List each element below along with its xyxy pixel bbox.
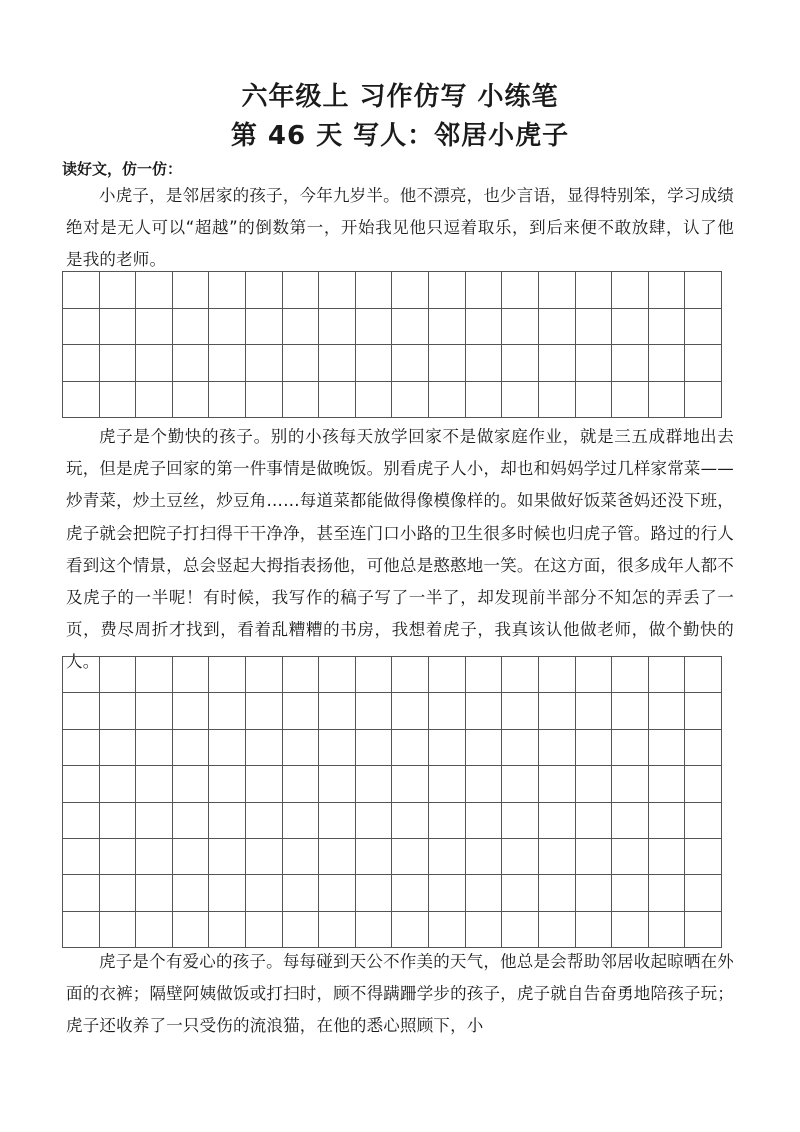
grid-cell[interactable] (136, 839, 173, 875)
grid-cell[interactable] (429, 730, 466, 766)
grid-cell[interactable] (576, 766, 613, 802)
grid-cell[interactable] (283, 309, 320, 346)
grid-cell[interactable] (576, 730, 613, 766)
grid-cell[interactable] (649, 912, 686, 948)
grid-cell[interactable] (356, 730, 393, 766)
grid-cell[interactable] (319, 693, 356, 729)
grid-cell[interactable] (319, 309, 356, 346)
grid-cell[interactable] (283, 657, 320, 693)
grid-cell[interactable] (63, 912, 100, 948)
grid-cell[interactable] (539, 766, 576, 802)
grid-cell[interactable] (466, 309, 503, 346)
grid-cell[interactable] (173, 272, 210, 309)
grid-cell[interactable] (283, 345, 320, 382)
grid-cell[interactable] (100, 730, 137, 766)
grid-cell[interactable] (209, 839, 246, 875)
grid-cell[interactable] (429, 272, 466, 309)
grid-cell[interactable] (466, 657, 503, 693)
grid-cell[interactable] (502, 912, 539, 948)
grid-cell[interactable] (63, 382, 100, 419)
grid-cell[interactable] (246, 875, 283, 911)
grid-cell[interactable] (246, 272, 283, 309)
grid-cell[interactable] (392, 272, 429, 309)
grid-cell[interactable] (429, 875, 466, 911)
grid-cell[interactable] (209, 730, 246, 766)
grid-cell[interactable] (685, 309, 722, 346)
grid-cell[interactable] (392, 875, 429, 911)
grid-cell[interactable] (685, 839, 722, 875)
grid-cell[interactable] (63, 693, 100, 729)
page-subtitle: 第 46 天 写人：邻居小虎子 (230, 121, 570, 151)
grid-cell[interactable] (246, 730, 283, 766)
grid-cell[interactable] (539, 657, 576, 693)
grid-cell[interactable] (649, 309, 686, 346)
grid-cell[interactable] (685, 766, 722, 802)
grid-cell[interactable] (100, 766, 137, 802)
grid-cell[interactable] (539, 803, 576, 839)
grid-cell[interactable] (466, 839, 503, 875)
grid-cell[interactable] (136, 309, 173, 346)
grid-cell[interactable] (173, 693, 210, 729)
grid-cell[interactable] (319, 839, 356, 875)
grid-cell[interactable] (685, 803, 722, 839)
grid-cell[interactable] (283, 693, 320, 729)
grid-cell[interactable] (576, 803, 613, 839)
section-label: 读好文，仿一仿： (62, 160, 183, 178)
grid-cell[interactable] (209, 912, 246, 948)
grid-cell[interactable] (319, 382, 356, 419)
grid-cell[interactable] (100, 272, 137, 309)
grid-cell[interactable] (466, 272, 503, 309)
grid-cell[interactable] (576, 309, 613, 346)
grid-cell[interactable] (612, 803, 649, 839)
grid-cell[interactable] (136, 693, 173, 729)
grid-cell[interactable] (136, 912, 173, 948)
grid-cell[interactable] (173, 912, 210, 948)
grid-cell[interactable] (356, 657, 393, 693)
grid-cell[interactable] (209, 803, 246, 839)
grid-cell[interactable] (136, 272, 173, 309)
grid-cell[interactable] (283, 839, 320, 875)
grid-cell[interactable] (502, 693, 539, 729)
grid-cell[interactable] (612, 839, 649, 875)
grid-cell[interactable] (356, 839, 393, 875)
grid-cell[interactable] (576, 345, 613, 382)
grid-cell[interactable] (246, 657, 283, 693)
grid-cell[interactable] (576, 693, 613, 729)
grid-cell[interactable] (209, 766, 246, 802)
grid-cell[interactable] (649, 766, 686, 802)
grid-cell[interactable] (539, 345, 576, 382)
grid-cell[interactable] (283, 766, 320, 802)
grid-cell[interactable] (429, 912, 466, 948)
grid-cell[interactable] (576, 912, 613, 948)
grid-cell[interactable] (429, 382, 466, 419)
grid-cell[interactable] (100, 657, 137, 693)
grid-cell[interactable] (356, 766, 393, 802)
grid-cell[interactable] (466, 693, 503, 729)
grid-cell[interactable] (209, 345, 246, 382)
grid-cell[interactable] (612, 345, 649, 382)
grid-cell[interactable] (63, 803, 100, 839)
grid-cell[interactable] (539, 382, 576, 419)
grid-cell[interactable] (649, 272, 686, 309)
grid-cell[interactable] (576, 382, 613, 419)
grid-cell[interactable] (136, 730, 173, 766)
grid-cell[interactable] (649, 693, 686, 729)
grid-cell[interactable] (100, 875, 137, 911)
grid-cell[interactable] (612, 657, 649, 693)
grid-cell[interactable] (136, 766, 173, 802)
grid-cell[interactable] (100, 382, 137, 419)
grid-cell[interactable] (392, 766, 429, 802)
grid-cell[interactable] (319, 912, 356, 948)
grid-cell[interactable] (649, 803, 686, 839)
grid-cell[interactable] (173, 875, 210, 911)
article-paragraph-1: 小虎子，是邻居家的孩子，今年九岁半。他不漂亮，也少言语，显得特别笨，学习成绩绝对是无人可以“超越”的倒数第一，开始我见他只逗着取乐，到后来便不敢放肆，认了他是我的老师。 (66, 186, 734, 270)
grid-cell[interactable] (392, 345, 429, 382)
grid-cell[interactable] (649, 730, 686, 766)
grid-cell[interactable] (539, 839, 576, 875)
grid-cell[interactable] (246, 309, 283, 346)
grid-cell[interactable] (392, 309, 429, 346)
grid-cell[interactable] (283, 730, 320, 766)
grid-cell[interactable] (319, 657, 356, 693)
grid-cell[interactable] (283, 875, 320, 911)
grid-cell[interactable] (283, 382, 320, 419)
grid-cell[interactable] (209, 382, 246, 419)
writing-grid-2[interactable] (62, 656, 722, 948)
grid-cell[interactable] (466, 730, 503, 766)
grid-cell[interactable] (319, 875, 356, 911)
grid-cell[interactable] (502, 803, 539, 839)
grid-cell[interactable] (63, 657, 100, 693)
grid-cell[interactable] (429, 766, 466, 802)
grid-cell[interactable] (429, 345, 466, 382)
grid-cell[interactable] (283, 803, 320, 839)
grid-cell[interactable] (612, 272, 649, 309)
grid-cell[interactable] (209, 693, 246, 729)
grid-cell[interactable] (649, 875, 686, 911)
grid-cell[interactable] (136, 345, 173, 382)
grid-cell[interactable] (63, 272, 100, 309)
grid-cell[interactable] (466, 803, 503, 839)
grid-cell[interactable] (429, 839, 466, 875)
grid-cell[interactable] (356, 693, 393, 729)
grid-cell[interactable] (173, 839, 210, 875)
page-title: 六年级上 习作仿写 小练笔 (241, 82, 559, 112)
grid-cell[interactable] (356, 912, 393, 948)
grid-cell[interactable] (539, 875, 576, 911)
grid-cell[interactable] (466, 766, 503, 802)
grid-cell[interactable] (392, 912, 429, 948)
grid-cell[interactable] (246, 345, 283, 382)
grid-cell[interactable] (356, 345, 393, 382)
grid-cell[interactable] (429, 693, 466, 729)
grid-cell[interactable] (63, 345, 100, 382)
grid-cell[interactable] (502, 345, 539, 382)
grid-cell[interactable] (319, 272, 356, 309)
grid-cell[interactable] (173, 803, 210, 839)
grid-cell[interactable] (649, 839, 686, 875)
grid-cell[interactable] (246, 382, 283, 419)
grid-cell[interactable] (100, 693, 137, 729)
grid-cell[interactable] (539, 309, 576, 346)
grid-cell[interactable] (576, 657, 613, 693)
grid-cell[interactable] (612, 875, 649, 911)
grid-cell[interactable] (100, 803, 137, 839)
grid-cell[interactable] (246, 912, 283, 948)
grid-cell[interactable] (173, 730, 210, 766)
grid-cell[interactable] (502, 657, 539, 693)
grid-cell[interactable] (685, 657, 722, 693)
grid-cell[interactable] (246, 803, 283, 839)
grid-cell[interactable] (209, 875, 246, 911)
grid-cell[interactable] (502, 309, 539, 346)
grid-cell[interactable] (173, 309, 210, 346)
grid-cell[interactable] (319, 803, 356, 839)
grid-cell[interactable] (63, 875, 100, 911)
grid-cell[interactable] (392, 839, 429, 875)
grid-cell[interactable] (100, 839, 137, 875)
grid-cell[interactable] (136, 382, 173, 419)
grid-cell[interactable] (173, 345, 210, 382)
grid-cell[interactable] (392, 657, 429, 693)
grid-cell[interactable] (246, 693, 283, 729)
grid-cell[interactable] (502, 272, 539, 309)
grid-cell[interactable] (136, 803, 173, 839)
grid-cell[interactable] (502, 875, 539, 911)
grid-cell[interactable] (576, 272, 613, 309)
grid-cell[interactable] (612, 730, 649, 766)
writing-grid-1[interactable] (62, 271, 722, 418)
grid-cell[interactable] (356, 382, 393, 419)
grid-cell[interactable] (685, 345, 722, 382)
grid-cell[interactable] (466, 345, 503, 382)
grid-cell[interactable] (502, 839, 539, 875)
grid-cell[interactable] (649, 382, 686, 419)
grid-cell[interactable] (539, 272, 576, 309)
grid-cell[interactable] (502, 766, 539, 802)
grid-cell[interactable] (283, 912, 320, 948)
article-paragraph-3: 虎子是个有爱心的孩子。每每碰到天公不作美的天气，他总是会帮助邻居收起晾晒在外面的衣裤；隔壁阿姨做饭或打扫时，顾不得蹒跚学步的孩子，虎子就自告奋勇地陪孩子玩；虎子还收养了一只受伤的流浪猫，在他的悉心照顾下，小 (66, 952, 734, 1036)
grid-cell[interactable] (612, 309, 649, 346)
grid-cell[interactable] (649, 657, 686, 693)
grid-cell[interactable] (173, 382, 210, 419)
grid-cell[interactable] (356, 875, 393, 911)
grid-cell[interactable] (539, 912, 576, 948)
grid-cell[interactable] (63, 766, 100, 802)
grid-cell[interactable] (502, 730, 539, 766)
grid-cell[interactable] (685, 272, 722, 309)
grid-cell[interactable] (100, 912, 137, 948)
grid-cell[interactable] (100, 309, 137, 346)
grid-cell[interactable] (649, 345, 686, 382)
grid-cell[interactable] (392, 730, 429, 766)
grid-cell[interactable] (685, 912, 722, 948)
grid-cell[interactable] (466, 912, 503, 948)
grid-cell[interactable] (612, 912, 649, 948)
grid-cell[interactable] (576, 839, 613, 875)
grid-cell[interactable] (136, 875, 173, 911)
grid-cell[interactable] (246, 839, 283, 875)
grid-cell[interactable] (612, 693, 649, 729)
grid-cell[interactable] (136, 657, 173, 693)
article-paragraph-2: 虎子是个勤快的孩子。别的小孩每天放学回家不是做家庭作业，就是三五成群地出去玩，但是虎子回家的第一件事情是做晚饭。别看虎子人小，却也和妈妈学过几样家常菜——炒青菜，炒土豆丝，炒豆角……每道菜都能做得像模像样的。如果做好饭菜爸妈还没下班，虎子就会把院子打扫得干干净净，甚至连门口小路的卫生很多时候也归虎子管。路过的行人看到这个情景，总会竖起大拇指表扬他，可他总是憨憨地一笑。在这方面，很多成年人都不及虎子的一半呢！有时候，我写作的稿子写了一半了，却发现前半部分不知怎的弄丢了一页，费尽周折才找到，看着乱糟糟的书房，我想着虎子，我真该认他做老师，做个勤快的人。 (66, 427, 734, 672)
grid-cell[interactable] (173, 766, 210, 802)
grid-cell[interactable] (63, 309, 100, 346)
grid-cell[interactable] (392, 803, 429, 839)
grid-cell[interactable] (283, 272, 320, 309)
grid-cell[interactable] (100, 345, 137, 382)
grid-cell[interactable] (539, 693, 576, 729)
grid-cell[interactable] (685, 730, 722, 766)
grid-cell[interactable] (356, 309, 393, 346)
grid-cell[interactable] (685, 382, 722, 419)
grid-cell[interactable] (612, 766, 649, 802)
grid-cell[interactable] (209, 272, 246, 309)
grid-cell[interactable] (539, 730, 576, 766)
grid-cell[interactable] (63, 730, 100, 766)
grid-cell[interactable] (466, 875, 503, 911)
grid-cell[interactable] (502, 382, 539, 419)
grid-cell[interactable] (246, 766, 283, 802)
grid-cell[interactable] (429, 309, 466, 346)
grid-cell[interactable] (429, 803, 466, 839)
grid-cell[interactable] (63, 839, 100, 875)
grid-cell[interactable] (576, 875, 613, 911)
grid-cell[interactable] (319, 345, 356, 382)
grid-cell[interactable] (429, 657, 466, 693)
grid-cell[interactable] (209, 309, 246, 346)
grid-cell[interactable] (392, 693, 429, 729)
grid-cell[interactable] (612, 382, 649, 419)
grid-cell[interactable] (173, 657, 210, 693)
grid-cell[interactable] (356, 803, 393, 839)
grid-cell[interactable] (209, 657, 246, 693)
grid-cell[interactable] (356, 272, 393, 309)
grid-cell[interactable] (466, 382, 503, 419)
grid-cell[interactable] (685, 693, 722, 729)
grid-cell[interactable] (319, 730, 356, 766)
grid-cell[interactable] (392, 382, 429, 419)
grid-cell[interactable] (685, 875, 722, 911)
grid-cell[interactable] (319, 766, 356, 802)
